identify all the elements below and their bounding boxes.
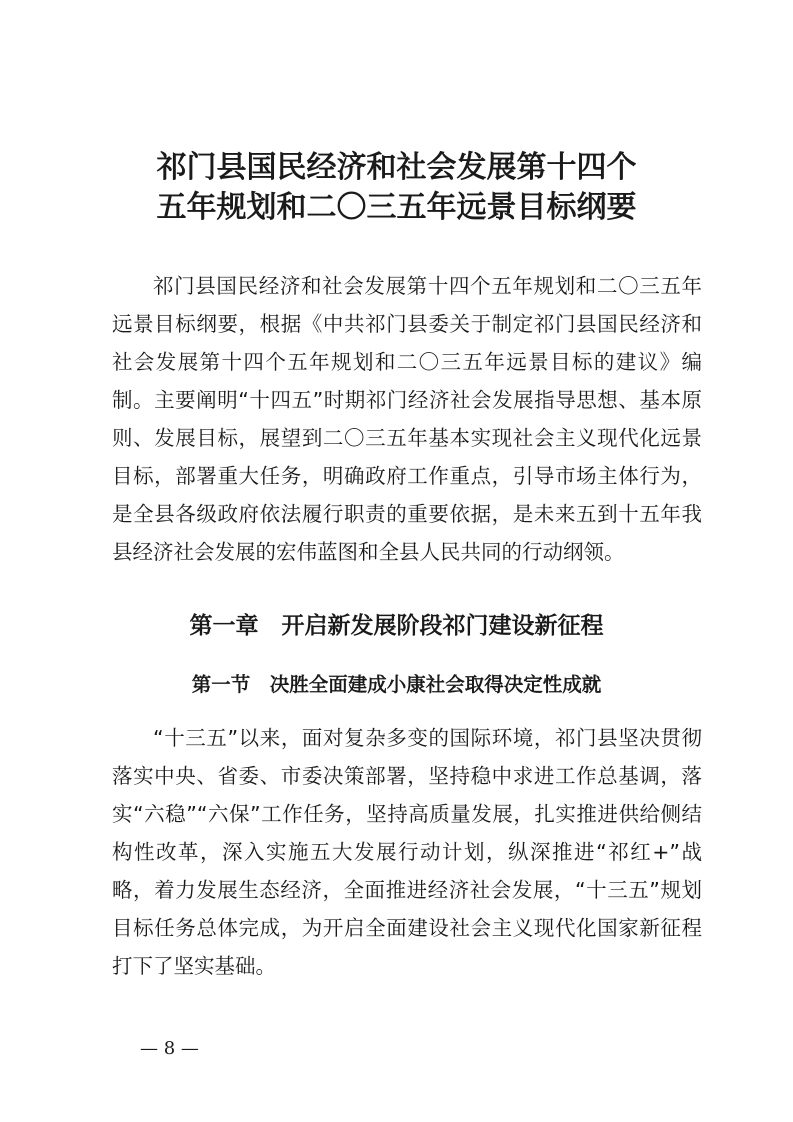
section-paragraph: “十三五”以来，面对复杂多变的国际环境，祁门县坚决贯彻落实中央、省委、市委决策部署，坚持稳中求进工作总基调，落实“六稳”“六保”工作任务，坚持高质量发展，扎实推进供给侧结构性改革，深入实施五大发展行动计划，纵深推进“祁红+”战略，着力发展生态经济，全面推进经济社会发展，“十三五”规划目标任务总体完成，为开启全面建设社会主义现代化国家新征程打下了坚实基础。 — [112, 726, 702, 978]
page-number: — 8 — — [140, 1038, 199, 1059]
document-title-line-1: 祁门县国民经济和社会发展第十四个 — [156, 150, 637, 185]
intro-paragraph: 祁门县国民经济和社会发展第十四个五年规划和二〇三五年远景目标纲要，根据《中共祁门县委关于制定祁门县国民经济和社会发展第十四个五年规划和二〇三五年远景目标的建议》编制。主要阐明“十四五”时期祁门经济社会发展指导思想、基本原则、发展目标，展望到二〇三五年基本实现社会主义现代化远景目标，部署重大任务，明确政府工作重点，引导市场主体行为，是全县各级政府依法履行职责的重要依据，是未来五到十五年我县经济社会发展的宏伟蓝图和全县人民共同的行动纲领。 — [112, 274, 702, 564]
section-heading: 第一节 决胜全面建成小康社会取得决定性成就 — [191, 673, 602, 696]
chapter-heading: 第一章 开启新发展阶段祁门建设新征程 — [189, 612, 604, 639]
document-title-line-2: 五年规划和二〇三五年远景目标纲要 — [156, 190, 637, 225]
